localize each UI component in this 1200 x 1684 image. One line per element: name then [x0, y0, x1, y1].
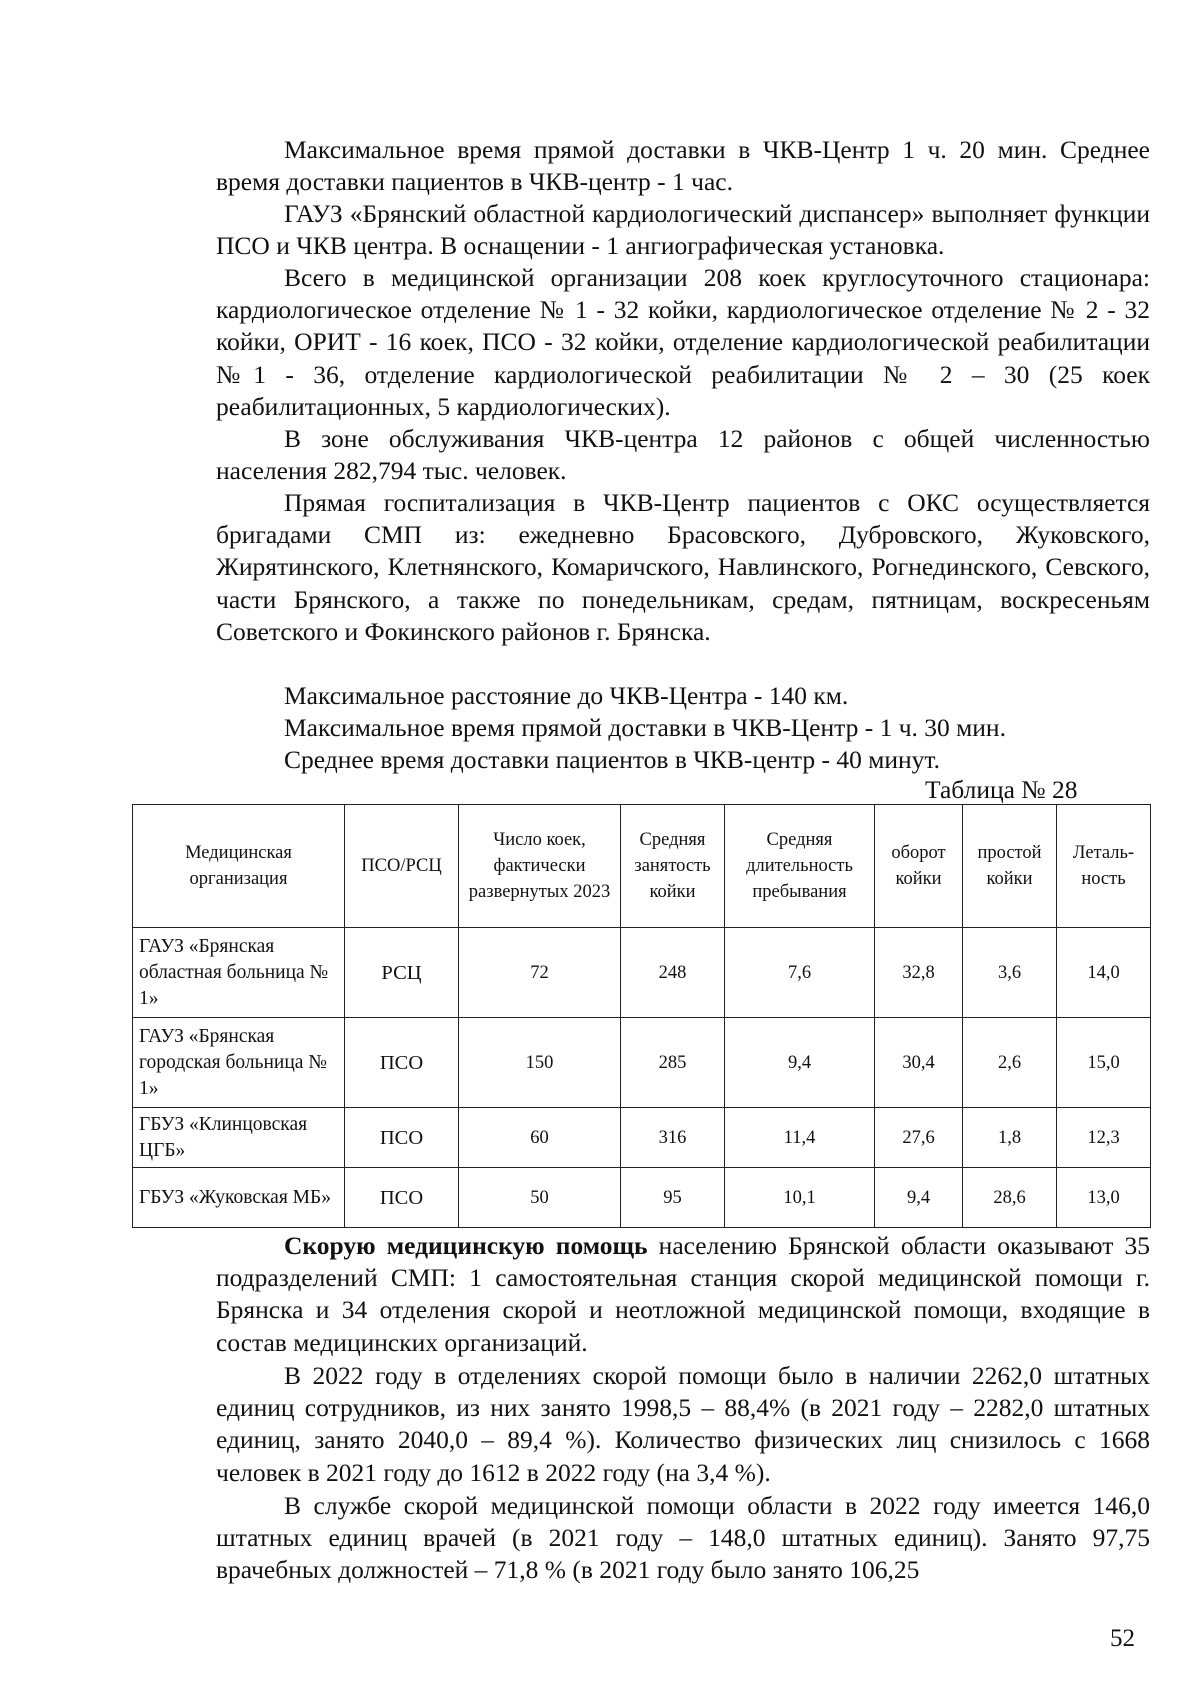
cell-type: ПСО	[345, 1108, 459, 1168]
cell-occupancy: 316	[621, 1108, 725, 1168]
cell-idle: 28,6	[963, 1168, 1057, 1228]
header-organization: Медицинская организация	[133, 805, 345, 928]
cell-lethality: 12,3	[1057, 1108, 1151, 1168]
cell-stay: 9,4	[725, 1018, 875, 1108]
paragraph-emergency-care	[216, 1230, 1150, 1359]
table-caption: Таблица № 28	[925, 775, 1078, 804]
cell-organization: ГАУЗ «Брянская областная больница № 1»	[133, 928, 345, 1018]
paragraph-service-zone: В зоне обслуживания ЧКВ-центра 12 районов с общей численностью населения 282,794 тыс. человек.	[216, 424, 1150, 486]
header-avg-occupancy: Средняя занятость койки	[621, 805, 725, 928]
paragraph-delivery-time-1: Максимальное время прямой доставки в ЧКВ-Центр 1 ч. 20 мин. Среднее время доставки пациентов в ЧКВ-центр - 1 час.	[216, 135, 1150, 197]
cell-beds: 50	[459, 1168, 621, 1228]
table-header-row	[133, 805, 1151, 928]
paragraph-cardio-dispensary: ГАУЗ «Брянский областной кардиологический диспансер» выполняет функции ПСО и ЧКВ центра. В оснащении - 1 ангиографическая установка.	[216, 199, 1150, 261]
paragraph-doctors-2022: В службе скорой медицинской помощи области в 2022 году имеется 146,0 штатных единиц врачей (в 2021 году – 148,0 штатных единиц). Занято 97,75 врачебных должностей – 71,8 % (в 2021 году было занято 106,25	[216, 1491, 1150, 1585]
cell-turnover: 9,4	[875, 1168, 963, 1228]
max-distance-line: Максимальное расстояние до ЧКВ-Центра - 140 км.	[284, 681, 849, 710]
header-lethality: Леталь-ность	[1057, 805, 1151, 928]
cell-beds: 150	[459, 1018, 621, 1108]
cell-turnover: 27,6	[875, 1108, 963, 1168]
table-row	[133, 1108, 1151, 1168]
table-row	[133, 1168, 1151, 1228]
cell-type: ПСО	[345, 1168, 459, 1228]
max-delivery-time-line: Максимальное время прямой доставки в ЧКВ-Центр - 1 ч. 30 мин.	[284, 713, 1006, 742]
cell-idle: 2,6	[963, 1018, 1057, 1108]
header-pso-rsc: ПСО/РСЦ	[345, 805, 459, 928]
header-avg-stay: Средняя длительность пребывания	[725, 805, 875, 928]
page-number: 52	[1110, 1625, 1135, 1652]
cell-idle: 1,8	[963, 1108, 1057, 1168]
hospital-stats-table	[132, 804, 1151, 1228]
table-row	[133, 928, 1151, 1018]
cell-lethality: 15,0	[1057, 1018, 1151, 1108]
cell-idle: 3,6	[963, 928, 1057, 1018]
paragraph-bed-count: Всего в медицинской организации 208 коек круглосуточного стационара: кардиологическое отделение № 1 - 32 койки, кардиологическое отделение № 2 - 32 койки, ОРИТ - 16 коек, ПСО - 32 койки, отделение кардиологической реабилитации №1 - 36, отделение кардиологической реабилитации № 2 – 30 (25 коек реабилитационных, 5 кардиологических).	[216, 263, 1150, 421]
cell-stay: 7,6	[725, 928, 875, 1018]
cell-occupancy: 285	[621, 1018, 725, 1108]
cell-lethality: 14,0	[1057, 928, 1151, 1018]
paragraph-direct-hospitalization: Прямая госпитализация в ЧКВ-Центр пациентов с ОКС осуществляется бригадами СМП из: ежедневно Брасовского, Дубровского, Жуковского, Жирятинского, Клетнянского, Комаричского, Навлинского, Рогнединского, Севского, части Брянского, а также по понедельникам, средам, пятницам, воскресеньям Советского и Фокинского районов г. Брянска.	[216, 488, 1150, 646]
cell-organization: ГБУЗ «Жуковская МБ»	[133, 1168, 345, 1228]
cell-stay: 10,1	[725, 1168, 875, 1228]
cell-organization: ГАУЗ «Брянская городская больница № 1»	[133, 1018, 345, 1108]
cell-type: ПСО	[345, 1018, 459, 1108]
cell-turnover: 32,8	[875, 928, 963, 1018]
cell-organization: ГБУЗ «Клинцовская ЦГБ»	[133, 1108, 345, 1168]
header-bed-turnover: оборот койки	[875, 805, 963, 928]
cell-lethality: 13,0	[1057, 1168, 1151, 1228]
emergency-care-heading: Скорую медицинскую помощь	[284, 1231, 648, 1260]
cell-turnover: 30,4	[875, 1018, 963, 1108]
emergency-care-text: населению Брянской области оказывают 35 подразделений СМП: 1 самостоятельная станция скорой медицинской помощи г. Брянска и 34 отделения скорой и неотложной медицинской помощи, входящие в состав медицинских организаций.	[216, 1231, 1151, 1357]
header-bed-count: Число коек, фактически развернутых 2023	[459, 805, 621, 928]
cell-type: РСЦ	[345, 928, 459, 1018]
cell-stay: 11,4	[725, 1108, 875, 1168]
cell-beds: 72	[459, 928, 621, 1018]
cell-occupancy: 248	[621, 928, 725, 1018]
paragraph-staffing-2022: В 2022 году в отделениях скорой помощи было в наличии 2262,0 штатных единиц сотрудников, из них занято 1998,5 – 88,4% (в 2021 году – 2282,0 штатных единиц, занято 2040,0 – 89,4 %). Количество физических лиц снизилось с 1668 человек в 2021 году до 1612 в 2022 году (на 3,4 %).	[216, 1361, 1150, 1487]
header-bed-idle: простой койки	[963, 805, 1057, 928]
cell-occupancy: 95	[621, 1168, 725, 1228]
table-row	[133, 1018, 1151, 1108]
cell-beds: 60	[459, 1108, 621, 1168]
avg-delivery-time-line: Среднее время доставки пациентов в ЧКВ-центр - 40 минут.	[284, 745, 941, 774]
